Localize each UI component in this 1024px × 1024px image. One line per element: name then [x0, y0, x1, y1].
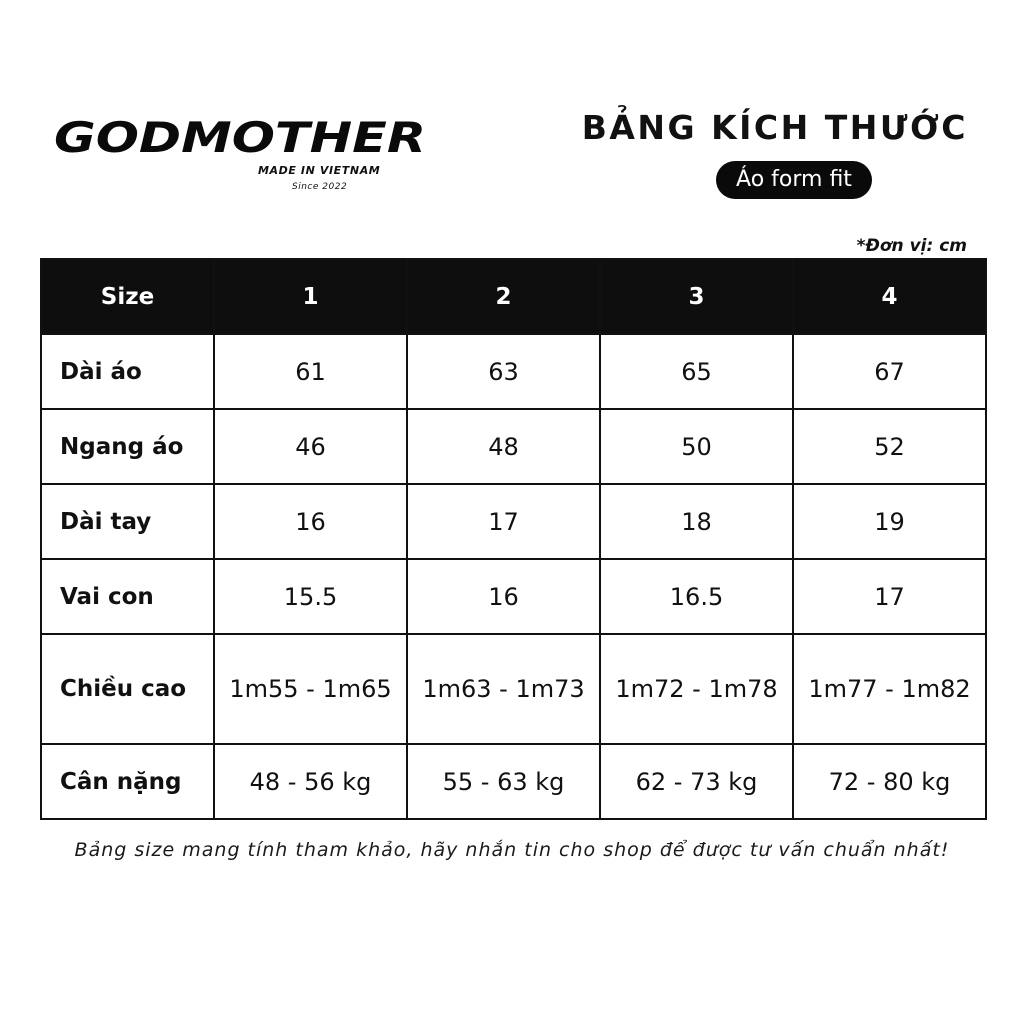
table-row	[41, 634, 986, 744]
row-label: Chiều cao	[41, 634, 214, 744]
table-cell: 16	[407, 559, 600, 634]
brand-logo	[54, 112, 432, 162]
page-title: BẢNG KÍCH THƯỚC	[581, 108, 968, 147]
table-row	[41, 744, 986, 819]
table-cell: 1m63 - 1m73	[407, 634, 600, 744]
table-cell: 48	[407, 409, 600, 484]
table-cell: 50	[600, 409, 793, 484]
table-cell: 17	[793, 559, 986, 634]
row-label: Dài tay	[41, 484, 214, 559]
header-cell-size-4: 4	[793, 259, 986, 334]
brand-name: GODMOTHER	[54, 113, 426, 162]
table-cell: 55 - 63 kg	[407, 744, 600, 819]
table-row	[41, 559, 986, 634]
table-cell: 46	[214, 409, 407, 484]
size-table	[40, 258, 987, 820]
table-row	[41, 409, 986, 484]
brand-since: Since 2022	[292, 182, 348, 192]
product-type-badge: Áo form fit	[716, 161, 872, 199]
disclaimer-note: Bảng size mang tính tham khảo, hãy nhắn tin cho shop để được tư vấn chuẩn nhất!	[74, 839, 950, 861]
header-cell-size-2: 2	[407, 259, 600, 334]
table-cell: 65	[600, 334, 793, 409]
table-cell: 17	[407, 484, 600, 559]
table-cell: 1m77 - 1m82	[793, 634, 986, 744]
table-cell: 63	[407, 334, 600, 409]
table-cell: 52	[793, 409, 986, 484]
table-cell: 48 - 56 kg	[214, 744, 407, 819]
table-cell: 1m72 - 1m78	[600, 634, 793, 744]
row-label: Dài áo	[41, 334, 214, 409]
table-row	[41, 334, 986, 409]
unit-note: *Đơn vị: cm	[856, 236, 967, 256]
table-cell: 72 - 80 kg	[793, 744, 986, 819]
header-cell-size-3: 3	[600, 259, 793, 334]
table-cell: 15.5	[214, 559, 407, 634]
row-label: Ngang áo	[41, 409, 214, 484]
header-cell-size-1: 1	[214, 259, 407, 334]
table-cell: 19	[793, 484, 986, 559]
table-cell: 67	[793, 334, 986, 409]
row-label: Cân nặng	[41, 744, 214, 819]
table-header-row	[41, 259, 986, 334]
table-cell: 1m55 - 1m65	[214, 634, 407, 744]
table-cell: 16.5	[600, 559, 793, 634]
brand-tagline: MADE IN VIETNAM	[258, 164, 381, 177]
row-label: Vai con	[41, 559, 214, 634]
table-cell: 61	[214, 334, 407, 409]
table-row	[41, 484, 986, 559]
table-cell: 62 - 73 kg	[600, 744, 793, 819]
header-cell-size: Size	[41, 259, 214, 334]
table-cell: 18	[600, 484, 793, 559]
table-cell: 16	[214, 484, 407, 559]
